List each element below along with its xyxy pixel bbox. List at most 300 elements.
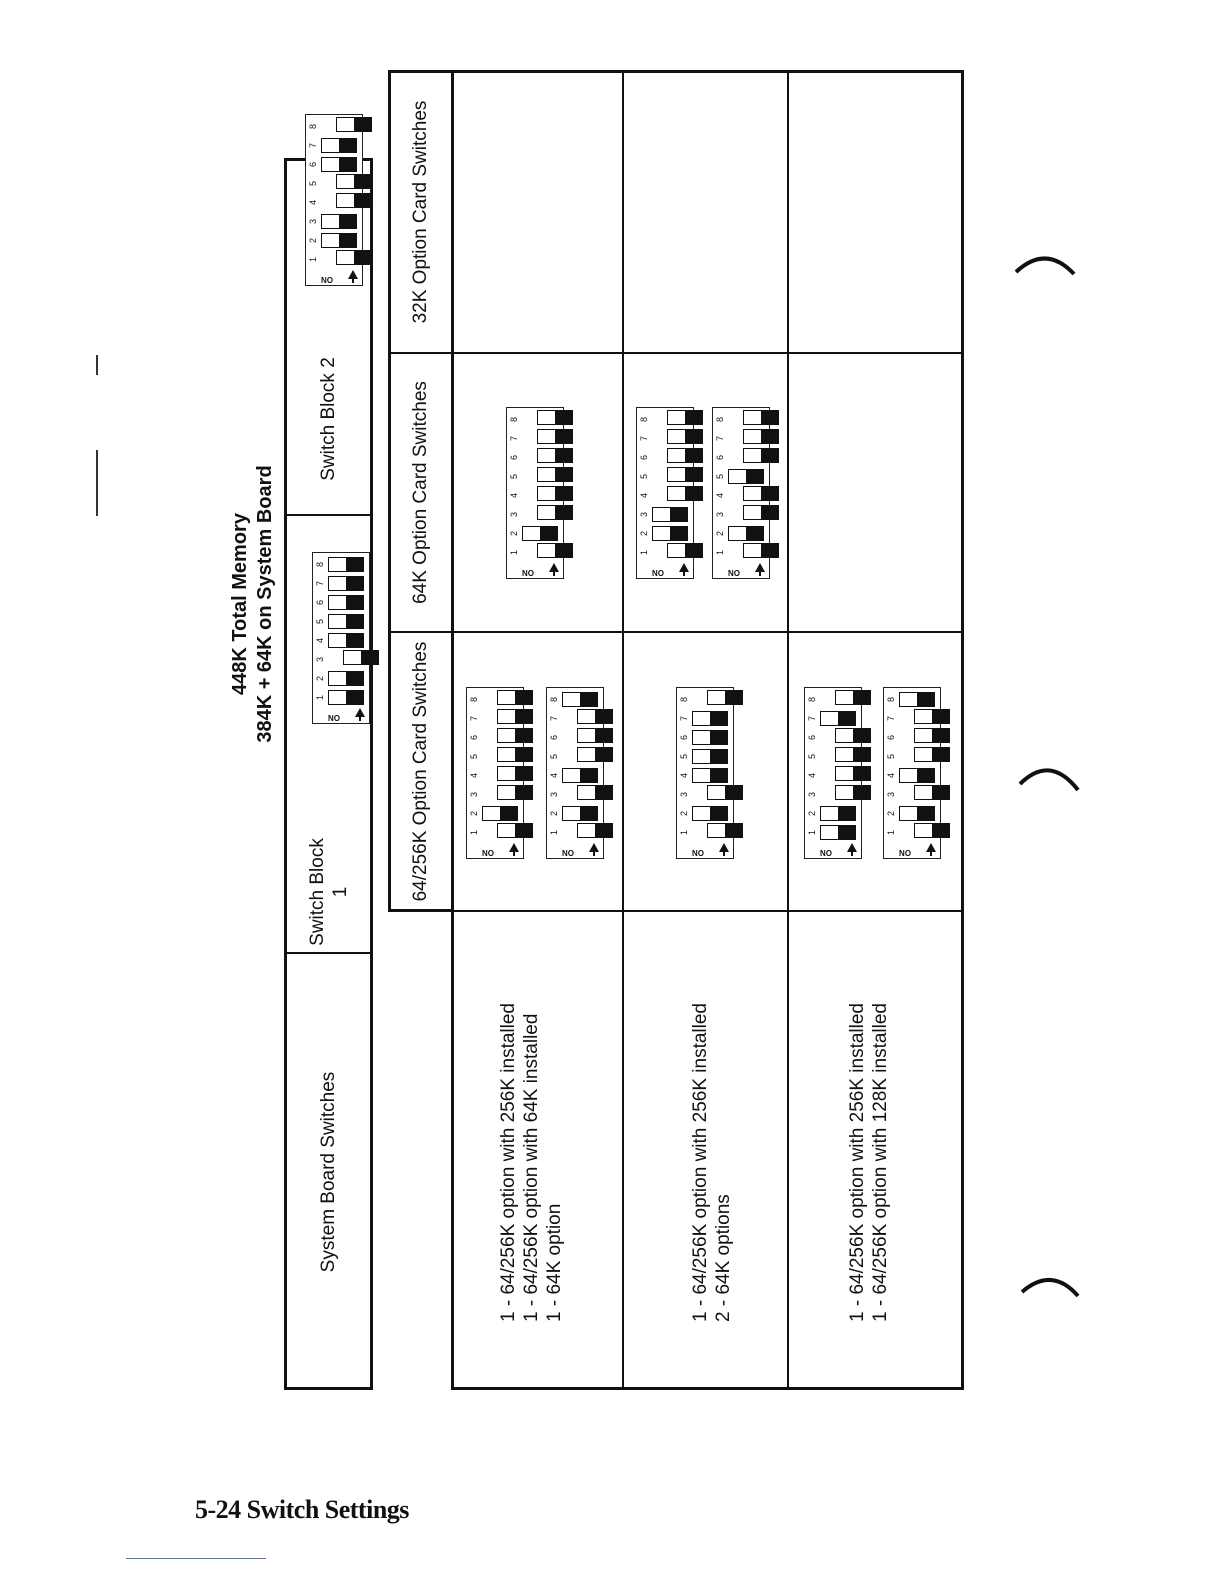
switch-knob xyxy=(346,672,363,685)
switch-number: 8 xyxy=(886,697,896,703)
dip-switch xyxy=(537,467,573,482)
switch-knob xyxy=(354,118,371,131)
binder-hole-arc xyxy=(1018,760,1082,800)
row-3-line-1: 1 - 64/256K option with 256K installed xyxy=(847,1003,868,1322)
switch-knob xyxy=(580,807,597,820)
dip-switch xyxy=(899,692,935,707)
switch-number: 5 xyxy=(639,474,649,480)
dip-switch xyxy=(835,766,871,781)
switch-knob xyxy=(761,430,778,443)
switch-knob xyxy=(595,710,612,723)
switch-knob xyxy=(710,712,727,725)
switch-knob xyxy=(595,824,612,837)
switch-number: 1 xyxy=(679,830,689,836)
switch-number: 5 xyxy=(886,754,896,760)
switch-number: 5 xyxy=(807,754,817,760)
dip-switch xyxy=(336,117,372,132)
dip-switch xyxy=(497,728,533,743)
switch-number: 3 xyxy=(715,512,725,518)
switch-number: 6 xyxy=(886,735,896,741)
switch-knob xyxy=(595,729,612,742)
switch-knob xyxy=(346,634,363,647)
on-label: ON xyxy=(728,568,740,577)
switch-knob xyxy=(761,411,778,424)
switch-number: 7 xyxy=(315,581,325,587)
switch-knob xyxy=(346,596,363,609)
switch-knob xyxy=(685,411,702,424)
row-1-line-2: 1 - 64/256K option with 64K installed xyxy=(521,1013,542,1322)
dip-switch xyxy=(537,505,573,520)
switch-knob xyxy=(746,527,763,540)
dip-switch xyxy=(692,768,728,783)
header-32k: 32K Option Card Switches xyxy=(409,100,431,324)
switch-number: 4 xyxy=(679,773,689,779)
row-divider xyxy=(787,70,789,1390)
switch-knob xyxy=(932,729,949,742)
dip-switch xyxy=(820,711,856,726)
switch-number: 1 xyxy=(639,550,649,556)
switch-knob xyxy=(685,487,702,500)
dip-switch xyxy=(820,806,856,821)
row-3-description xyxy=(846,1003,892,1322)
dip-switch xyxy=(577,823,613,838)
switch-number: 2 xyxy=(315,676,325,682)
on-arrow-icon xyxy=(589,843,599,852)
dip-switch xyxy=(835,785,871,800)
switch-knob xyxy=(853,691,870,704)
switch-number: 5 xyxy=(679,754,689,760)
dip-switch xyxy=(343,650,379,665)
dip-switch xyxy=(537,429,573,444)
switch-number: 7 xyxy=(469,716,479,722)
dip-switch xyxy=(728,469,764,484)
dip-switch xyxy=(899,768,935,783)
switch-numbers xyxy=(308,117,318,269)
switch-number: 5 xyxy=(469,754,479,760)
switch-number: 7 xyxy=(308,143,318,149)
switch-number: 1 xyxy=(315,695,325,701)
switch-numbers xyxy=(639,410,649,562)
switch-knob xyxy=(761,449,778,462)
switch-knob xyxy=(853,748,870,761)
dip-switch xyxy=(328,614,364,629)
switch-numbers xyxy=(549,690,559,842)
switch-number: 4 xyxy=(308,200,318,206)
switch-number: 1 xyxy=(715,550,725,556)
switch-knob xyxy=(917,693,934,706)
switch-knob xyxy=(853,767,870,780)
dip-switch xyxy=(707,690,743,705)
switch-number: 4 xyxy=(807,773,817,779)
dip-switch xyxy=(667,467,703,482)
dip-switch xyxy=(743,429,779,444)
dip-switch xyxy=(328,576,364,591)
switch-number: 2 xyxy=(679,811,689,817)
dip-switch xyxy=(328,671,364,686)
dip-switch xyxy=(328,633,364,648)
divider xyxy=(388,352,964,354)
dip-switch xyxy=(692,730,728,745)
switch-numbers xyxy=(886,690,896,842)
switch-knob xyxy=(580,693,597,706)
switch-number: 3 xyxy=(469,792,479,798)
dip-switch xyxy=(537,486,573,501)
row-2-64-256k-switch xyxy=(676,687,734,859)
switch-number: 3 xyxy=(639,512,649,518)
switch-knob xyxy=(555,449,572,462)
dip-switch xyxy=(707,785,743,800)
switch-number: 5 xyxy=(315,619,325,625)
header-64-256k: 64/256K Option Card Switches xyxy=(409,641,431,902)
switch-number: 5 xyxy=(549,754,559,760)
switch-number: 6 xyxy=(639,455,649,461)
dip-switch xyxy=(728,526,764,541)
switch-number: 5 xyxy=(715,474,725,480)
on-arrow-icon xyxy=(549,563,559,572)
dip-switch xyxy=(692,806,728,821)
switch-number: 3 xyxy=(807,792,817,798)
switch-number: 4 xyxy=(315,638,325,644)
divider xyxy=(284,514,373,516)
dip-switch xyxy=(652,526,688,541)
switch-number: 6 xyxy=(308,162,318,168)
row-1-line-1: 1 - 64/256K option with 256K installed xyxy=(498,1003,519,1322)
switch-number: 7 xyxy=(639,436,649,442)
dip-switch xyxy=(743,448,779,463)
switch-number: 1 xyxy=(509,550,519,556)
switch-number: 1 xyxy=(807,830,817,836)
binder-hole-arc xyxy=(1020,1270,1084,1310)
switch-knob xyxy=(838,807,855,820)
dip-switch xyxy=(835,747,871,762)
row-2-line-1: 1 - 64/256K option with 256K installed xyxy=(690,1003,711,1322)
switch-knob xyxy=(685,430,702,443)
switch-knob xyxy=(685,544,702,557)
dip-switch xyxy=(692,749,728,764)
switch-knob xyxy=(346,577,363,590)
switch-knob xyxy=(725,824,742,837)
switch-knob xyxy=(555,430,572,443)
dip-switch xyxy=(537,410,573,425)
dip-switch xyxy=(707,823,743,838)
dip-switch xyxy=(577,785,613,800)
dip-switch xyxy=(562,768,598,783)
dip-switch xyxy=(497,766,533,781)
row-2-description xyxy=(689,1003,735,1322)
switch-number: 8 xyxy=(315,562,325,568)
dip-switch xyxy=(321,233,357,248)
dip-switch xyxy=(497,823,533,838)
dip-switch xyxy=(497,747,533,762)
switch-knob xyxy=(515,710,532,723)
dip-switch xyxy=(497,690,533,705)
row-3-line-2: 1 - 64/256K option with 128K installed xyxy=(870,1003,891,1322)
switch-number: 2 xyxy=(639,531,649,537)
switch-knob xyxy=(853,729,870,742)
switch-number: 1 xyxy=(308,257,318,263)
on-arrow-icon xyxy=(355,708,365,717)
dip-switch xyxy=(321,138,357,153)
switch-knob xyxy=(515,786,532,799)
switch-number: 7 xyxy=(509,436,519,442)
dip-switch xyxy=(328,690,364,705)
dip-switch xyxy=(667,429,703,444)
switch-knob xyxy=(670,527,687,540)
dip-switch xyxy=(743,505,779,520)
dip-switch xyxy=(562,692,598,707)
dip-switch xyxy=(692,711,728,726)
dip-switch xyxy=(577,709,613,724)
on-arrow-icon xyxy=(509,843,519,852)
switch-number: 2 xyxy=(549,811,559,817)
switch-number: 7 xyxy=(715,436,725,442)
switch-number: 3 xyxy=(886,792,896,798)
switch-knob xyxy=(515,767,532,780)
switch-knob xyxy=(932,824,949,837)
switch-number: 1 xyxy=(886,830,896,836)
switch-knob xyxy=(515,824,532,837)
dip-switch xyxy=(321,157,357,172)
switch-knob xyxy=(761,544,778,557)
switch-number: 4 xyxy=(549,773,559,779)
switch-block-1 xyxy=(312,552,370,724)
switch-knob xyxy=(515,748,532,761)
switch-number: 2 xyxy=(807,811,817,817)
switch-knob xyxy=(710,769,727,782)
on-label: ON xyxy=(692,848,704,857)
switch-knob xyxy=(339,158,356,171)
switch-knob xyxy=(725,786,742,799)
row-2-64k-switch-a xyxy=(636,407,694,579)
title-line-1: 448K Total Memory xyxy=(229,513,251,695)
dip-switch xyxy=(328,595,364,610)
switch-knob xyxy=(670,508,687,521)
header-64k: 64K Option Card Switches xyxy=(409,381,431,604)
switch-number: 1 xyxy=(469,830,479,836)
dip-switch xyxy=(743,410,779,425)
footer-rule xyxy=(126,1558,266,1559)
dip-switch xyxy=(667,410,703,425)
switch-number: 3 xyxy=(315,657,325,663)
dip-switch xyxy=(914,747,950,762)
dip-switch xyxy=(537,543,573,558)
row-1-64-256k-switch-a xyxy=(466,687,524,859)
switch-knob xyxy=(346,615,363,628)
switch-numbers xyxy=(679,690,689,842)
on-label: ON xyxy=(482,848,494,857)
switch-number: 8 xyxy=(549,697,559,703)
switch-knob xyxy=(555,506,572,519)
dip-switch xyxy=(482,806,518,821)
on-label: ON xyxy=(522,568,534,577)
row-2-64k-switch-b xyxy=(712,407,770,579)
dip-switch xyxy=(820,825,856,840)
switch-number: 1 xyxy=(549,830,559,836)
on-label: ON xyxy=(562,848,574,857)
dip-switch xyxy=(336,174,372,189)
switch-block-2-label: Switch Block 2 xyxy=(318,357,339,481)
on-label: ON xyxy=(652,568,664,577)
switch-knob xyxy=(595,748,612,761)
switch-knob xyxy=(725,691,742,704)
dip-switch xyxy=(336,193,372,208)
dip-switch xyxy=(336,250,372,265)
switch-number: 5 xyxy=(509,474,519,480)
switch-number: 7 xyxy=(807,716,817,722)
switch-number: 8 xyxy=(715,417,725,423)
row-1-64k-switch xyxy=(506,407,564,579)
switch-knob xyxy=(354,175,371,188)
switch-number: 8 xyxy=(807,697,817,703)
switch-number: 7 xyxy=(679,716,689,722)
switch-number: 2 xyxy=(469,811,479,817)
switch-knob xyxy=(838,826,855,839)
switch-block-2 xyxy=(305,114,363,286)
switch-number: 3 xyxy=(679,792,689,798)
dip-switch xyxy=(899,806,935,821)
switch-number: 6 xyxy=(469,735,479,741)
switch-number: 8 xyxy=(308,124,318,130)
dip-switch xyxy=(743,543,779,558)
row-3-64-256k-switch-b xyxy=(883,687,941,859)
switch-knob xyxy=(346,691,363,704)
dip-switch xyxy=(667,448,703,463)
on-label: ON xyxy=(321,275,333,284)
dip-switch xyxy=(667,543,703,558)
switch-number: 6 xyxy=(715,455,725,461)
dip-switch xyxy=(328,557,364,572)
switch-number: 4 xyxy=(715,493,725,499)
dip-switch xyxy=(667,486,703,501)
switch-numbers xyxy=(315,555,325,707)
switch-number: 4 xyxy=(886,773,896,779)
row-1-description xyxy=(497,1003,566,1322)
switch-knob xyxy=(361,651,378,664)
switch-number: 2 xyxy=(308,238,318,244)
switch-knob xyxy=(555,487,572,500)
switch-knob xyxy=(932,786,949,799)
switch-knob xyxy=(515,691,532,704)
on-arrow-icon xyxy=(348,270,358,279)
switch-knob xyxy=(515,729,532,742)
switch-number: 2 xyxy=(886,811,896,817)
switch-number: 3 xyxy=(509,512,519,518)
switch-numbers xyxy=(469,690,479,842)
switch-knob xyxy=(917,769,934,782)
switch-knob xyxy=(580,769,597,782)
dip-switch xyxy=(577,747,613,762)
margin-mark xyxy=(96,355,98,375)
on-arrow-icon xyxy=(719,843,729,852)
switch-knob xyxy=(339,215,356,228)
dip-switch xyxy=(743,486,779,501)
switch-knob xyxy=(761,487,778,500)
switch-knob xyxy=(685,468,702,481)
switch-knob xyxy=(761,506,778,519)
switch-knob xyxy=(685,449,702,462)
row-2-line-2: 2 - 64K options xyxy=(713,1194,734,1322)
switch-knob xyxy=(339,139,356,152)
row-divider xyxy=(622,70,624,1390)
page-title xyxy=(228,304,278,904)
divider xyxy=(388,631,964,633)
dip-switch xyxy=(835,728,871,743)
switch-knob xyxy=(555,544,572,557)
switch-knob xyxy=(853,786,870,799)
switch-knob xyxy=(354,194,371,207)
switch-knob xyxy=(710,807,727,820)
switch-number: 4 xyxy=(639,493,649,499)
switch-knob xyxy=(710,750,727,763)
dip-switch xyxy=(562,806,598,821)
switch-knob xyxy=(500,807,517,820)
switch-number: 6 xyxy=(509,455,519,461)
switch-knob xyxy=(710,731,727,744)
row-1-64-256k-switch-b xyxy=(546,687,604,859)
switch-number: 4 xyxy=(509,493,519,499)
switch-knob xyxy=(917,807,934,820)
switch-number: 8 xyxy=(469,697,479,703)
dip-switch xyxy=(537,448,573,463)
page-footer: 5-24 Switch Settings xyxy=(195,1495,409,1524)
on-label: ON xyxy=(328,713,340,722)
switch-number: 8 xyxy=(639,417,649,423)
dip-switch xyxy=(835,690,871,705)
row-3-64-256k-switch-a xyxy=(804,687,862,859)
switch-number: 4 xyxy=(469,773,479,779)
dip-switch xyxy=(914,823,950,838)
switch-number: 3 xyxy=(308,219,318,225)
switch-number: 6 xyxy=(549,735,559,741)
switch-number: 3 xyxy=(549,792,559,798)
switch-knob xyxy=(595,786,612,799)
switch-knob xyxy=(354,251,371,264)
switch-knob xyxy=(346,558,363,571)
switch-number: 2 xyxy=(509,531,519,537)
on-label: ON xyxy=(899,848,911,857)
dip-switch xyxy=(497,709,533,724)
switch-number: 6 xyxy=(807,735,817,741)
on-arrow-icon xyxy=(679,563,689,572)
on-arrow-icon xyxy=(926,843,936,852)
switch-knob xyxy=(555,468,572,481)
on-arrow-icon xyxy=(755,563,765,572)
switch-knob xyxy=(932,748,949,761)
switch-numbers xyxy=(807,690,817,842)
system-board-switches-label: System Board Switches xyxy=(318,1071,339,1273)
switch-knob xyxy=(932,710,949,723)
switch-number: 8 xyxy=(679,697,689,703)
margin-mark xyxy=(96,450,98,516)
switch-knob xyxy=(746,470,763,483)
switch-knob xyxy=(540,527,557,540)
switch-numbers xyxy=(509,410,519,562)
dip-switch xyxy=(914,709,950,724)
dip-switch xyxy=(522,526,558,541)
binder-hole-arc xyxy=(1014,250,1078,290)
switch-knob xyxy=(339,234,356,247)
on-label: ON xyxy=(820,848,832,857)
switch-numbers xyxy=(715,410,725,562)
dip-switch xyxy=(652,507,688,522)
dip-switch xyxy=(914,785,950,800)
title-line-2: 384K + 64K on System Board xyxy=(254,465,276,743)
switch-number: 2 xyxy=(715,531,725,537)
divider xyxy=(388,910,964,912)
on-arrow-icon xyxy=(847,843,857,852)
dip-switch xyxy=(321,214,357,229)
dip-switch xyxy=(914,728,950,743)
